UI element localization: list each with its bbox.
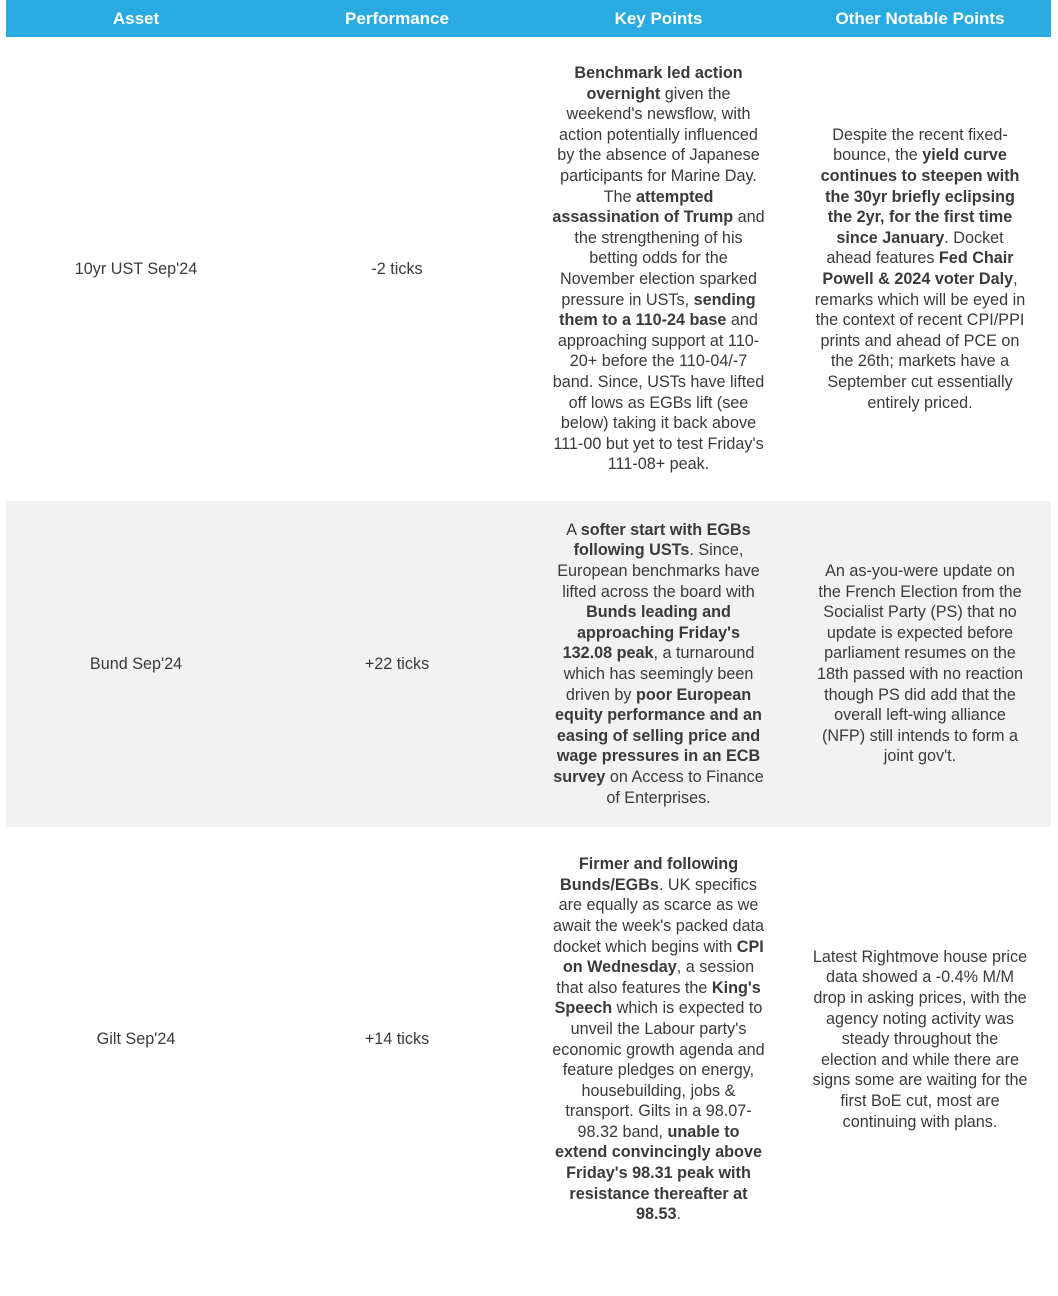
text-run: on Access to Finance of Enterprises. — [605, 767, 764, 807]
bold-text-run: yield curve continues to steepen with the 30yr briefly eclipsing the 2yr, for the first time since January — [820, 146, 1020, 247]
text-run: , a turnaround which has seemingly been driven by — [563, 644, 755, 704]
asset-cell: Gilt Sep'24 — [96, 1030, 176, 1049]
table-header — [6, 0, 1051, 37]
table-row-ust — [6, 37, 1051, 501]
key-points-cell — [528, 37, 789, 501]
asset-cell: 10yr UST Sep'24 — [74, 259, 198, 278]
bold-text-run: Bunds leading and approaching Friday's 132.08 peak — [562, 603, 741, 663]
header-asset: Asset — [6, 0, 266, 37]
market-summary-table — [6, 0, 1051, 1252]
asset-cell: Bund Sep'24 — [6, 501, 266, 827]
key-points-text — [552, 520, 766, 808]
bold-text-run: unable to extend convincingly above Friday's 98.31 peak with resistance thereafter at 98.53 — [555, 1122, 762, 1224]
text-run: Despite the recent fixed-bounce, the — [832, 125, 1008, 165]
bold-text-run: Fed Chair Powell & 2024 voter Daly — [822, 249, 1014, 288]
key-points-cell — [528, 827, 789, 1252]
text-run: An as-you-were update on the French Election from the Socialist Party (PS) that no update is expected before parliament resumes on the 18th passed with no reaction though PS did add that the overall left-wing alliance (NFP) still intends to form a joint gov't. — [816, 562, 1024, 766]
text-run: . Docket ahead features — [826, 228, 1004, 268]
other-points-text — [812, 561, 1028, 767]
header-performance: Performance — [266, 0, 528, 37]
other-points-text — [812, 125, 1028, 413]
other-points-cell — [789, 37, 1051, 501]
bold-text-run: Benchmark led action overnight — [574, 64, 743, 103]
bold-text-run: King's Speech — [554, 978, 761, 1018]
text-run: . Since, European benchmarks have lifted across the board with — [557, 541, 760, 601]
bold-text-run: Firmer and following Bunds/EGBs — [560, 855, 739, 894]
table-row-bund — [6, 501, 1051, 827]
other-points-text — [812, 947, 1028, 1132]
bold-text-run: poor European equity performance and an easing of selling price and wage pressures in an ECB survey — [553, 685, 762, 786]
text-run: , remarks which will be eyed in the context of recent CPI/PPI prints and ahead of PCE on the 26th; markets have a September cut essentially entirely priced. — [814, 270, 1026, 412]
key-points-text — [552, 854, 766, 1225]
text-run: which is expected to unveil the Labour party's economic growth agenda and feature pledges on energy, housebuilding, jobs & transport. Gilts in a 98.07-98.32 band, — [552, 999, 765, 1141]
bold-text-run: sending them to a 110-24 base — [559, 290, 756, 330]
performance-cell: -2 ticks — [371, 259, 423, 278]
key-points-text — [552, 63, 766, 475]
text-run: . UK specifics are equally as scarce as we await the week's packed data docket which begins with — [553, 875, 764, 956]
bold-text-run: CPI on Wednesday — [562, 937, 764, 977]
performance-cell: +22 ticks — [266, 501, 528, 827]
key-points-cell — [528, 501, 789, 827]
text-run: , a session that also features the — [556, 958, 755, 997]
bold-text-run: attempted assassination of Trump — [552, 187, 734, 227]
text-run: A — [566, 520, 581, 539]
table-row-gilt — [6, 827, 1051, 1252]
performance-cell: +14 ticks — [364, 1030, 430, 1049]
text-run: . — [676, 1205, 681, 1224]
other-points-cell — [789, 827, 1051, 1252]
header-other-points: Other Notable Points — [789, 0, 1051, 37]
text-run: given the weekend's newsflow, with action potentially influenced by the absence of Japanese participants for Marine Day. The — [557, 84, 760, 206]
text-run: and the strengthening of his betting odds for the November election sparked pressure in USTs, — [559, 208, 765, 309]
header-key-points: Key Points — [528, 0, 789, 37]
bold-text-run: softer start with EGBs following USTs — [573, 520, 751, 560]
text-run: Latest Rightmove house price data showed a -0.4% M/M drop in asking prices, with the agency noting activity was steady throughout the election and while there are signs some are waiting for the first BoE cut, most are continuing with plans. — [812, 947, 1028, 1131]
other-points-cell — [789, 501, 1051, 827]
text-run: and approaching support at 110-20+ before the 110-04/-7 band. Since, USTs have lifted off lows as EGBs lift (see below) taking it back above 111-00 but yet to test Friday's 111-08+ peak. — [552, 311, 765, 474]
